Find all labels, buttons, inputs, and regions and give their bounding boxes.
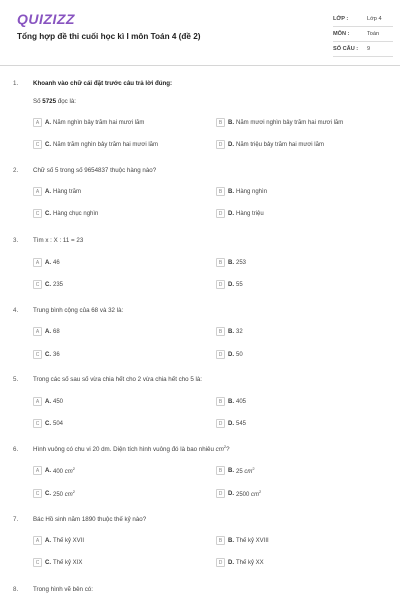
page-title: Tổng hợp đề thi cuối học kì I môn Toán 4 (đề 2)	[17, 32, 201, 41]
question-number: 5.	[13, 376, 19, 383]
question-number: 6.	[13, 446, 19, 453]
answer-option-d[interactable]: D D. 50	[216, 350, 243, 359]
option-box: B	[216, 258, 225, 267]
question-number: 7.	[13, 516, 19, 523]
answer-option-a[interactable]: A A. Năm nghìn bảy trăm hai mươi lăm	[33, 118, 144, 127]
answer-option-b[interactable]: B B. Thế kỷ XVIII	[216, 536, 269, 545]
option-box: B	[216, 536, 225, 545]
answer-option-a[interactable]: A A. 46	[33, 258, 60, 267]
option-box: A	[33, 258, 42, 267]
meta-subject-value: Toán	[367, 31, 380, 37]
option-box: D	[216, 558, 225, 567]
meta-class-key: LỚP :	[333, 16, 349, 22]
answer-option-d[interactable]: D D. Hàng triệu	[216, 209, 264, 218]
quizizz-logo: QUIZIZZ	[17, 11, 75, 27]
option-box: D	[216, 489, 225, 498]
option-box: D	[216, 419, 225, 428]
option-box: B	[216, 327, 225, 336]
question-text: Số 5725 đọc là:	[33, 98, 77, 105]
answer-option-b[interactable]: B B. Hàng nghìn	[216, 187, 267, 196]
question-number: 2.	[13, 167, 19, 174]
question-number: 3.	[13, 237, 19, 244]
answer-option-d[interactable]: D D. Năm triệu bảy trăm hai mươi lăm	[216, 140, 324, 149]
document-header	[0, 0, 400, 66]
answer-option-c[interactable]: C C. 250 $cm^2$	[33, 489, 75, 498]
answer-option-a[interactable]: A A. 400 $cm^2$	[33, 466, 75, 475]
option-box: B	[216, 466, 225, 475]
answer-option-d[interactable]: D D. 545	[216, 419, 246, 428]
answer-option-a[interactable]: A A. Thế kỷ XVII	[33, 536, 84, 545]
option-box: C	[33, 558, 42, 567]
option-box: C	[33, 209, 42, 218]
answer-option-c[interactable]: C C. Hàng chục nghìn	[33, 209, 98, 218]
answer-option-b[interactable]: B B. Năm mươi nghìn bảy trăm hai mươi lăm	[216, 118, 343, 127]
option-box: A	[33, 466, 42, 475]
answer-option-a[interactable]: A A. 450	[33, 397, 63, 406]
question-number: 1.	[13, 80, 19, 87]
option-box: C	[33, 419, 42, 428]
question-number: 8.	[13, 586, 19, 593]
option-box: C	[33, 489, 42, 498]
question-text: Tìm x : X : 11 = 23	[33, 237, 84, 244]
answer-option-c[interactable]: C C. Năm trăm nghìn bảy trăm hai mươi lăm	[33, 140, 158, 149]
answer-option-d[interactable]: D D. 55	[216, 280, 243, 289]
meta-count-value: 9	[367, 46, 371, 52]
option-box: C	[33, 140, 42, 149]
question-text: Trong hình vẽ bên có:	[33, 586, 93, 593]
meta-divider	[333, 41, 393, 42]
option-box: B	[216, 397, 225, 406]
option-box: B	[216, 118, 225, 127]
answer-option-d[interactable]: D D. 2500 $cm^2$	[216, 489, 261, 498]
answer-option-a[interactable]: A A. 68	[33, 327, 60, 336]
answer-option-c[interactable]: C C. Thế kỷ XIX	[33, 558, 82, 567]
question-number: 4.	[13, 307, 19, 314]
answer-option-c[interactable]: C C. 235	[33, 280, 63, 289]
option-box: D	[216, 209, 225, 218]
option-box: D	[216, 350, 225, 359]
question-text: Chữ số 5 trong số 9654837 thuộc hàng nào?	[33, 167, 157, 174]
option-box: C	[33, 280, 42, 289]
question-instruction: Khoanh vào chữ cái đặt trước câu trả lời đúng:	[33, 80, 173, 87]
option-box: C	[33, 350, 42, 359]
question-text: Hình vuông có chu vi 20 dm. Diện tích hình vuông đó là bao nhiêu $cm^2$?	[33, 444, 230, 454]
option-box: D	[216, 280, 225, 289]
option-box: B	[216, 187, 225, 196]
answer-option-c[interactable]: C C. 36	[33, 350, 60, 359]
option-box: A	[33, 536, 42, 545]
meta-divider	[333, 56, 393, 57]
option-box: A	[33, 327, 42, 336]
answer-option-c[interactable]: C C. 504	[33, 419, 63, 428]
answer-option-b[interactable]: B B. 405	[216, 397, 246, 406]
option-box: A	[33, 187, 42, 196]
answer-option-b[interactable]: B B. 32	[216, 327, 243, 336]
meta-divider	[333, 26, 393, 27]
meta-class-value: Lớp 4	[367, 16, 382, 22]
question-text: Bác Hồ sinh năm 1890 thuộc thế kỷ nào?	[33, 516, 147, 523]
answer-option-d[interactable]: D D. Thế kỷ XX	[216, 558, 264, 567]
meta-subject-key: MÔN :	[333, 31, 350, 37]
question-text: Trong các số sau số vừa chia hết cho 2 vừa chia hết cho 5 là:	[33, 376, 203, 383]
question-text: Trung bình cộng của 68 và 32 là:	[33, 307, 124, 314]
answer-option-b[interactable]: B B. 253	[216, 258, 246, 267]
option-box: A	[33, 118, 42, 127]
meta-count-key: SỐ CÂU :	[333, 46, 359, 52]
answer-option-b[interactable]: B B. 25 $cm^2$	[216, 466, 255, 475]
answer-option-a[interactable]: A A. Hàng trăm	[33, 187, 81, 196]
option-box: A	[33, 397, 42, 406]
option-box: D	[216, 140, 225, 149]
